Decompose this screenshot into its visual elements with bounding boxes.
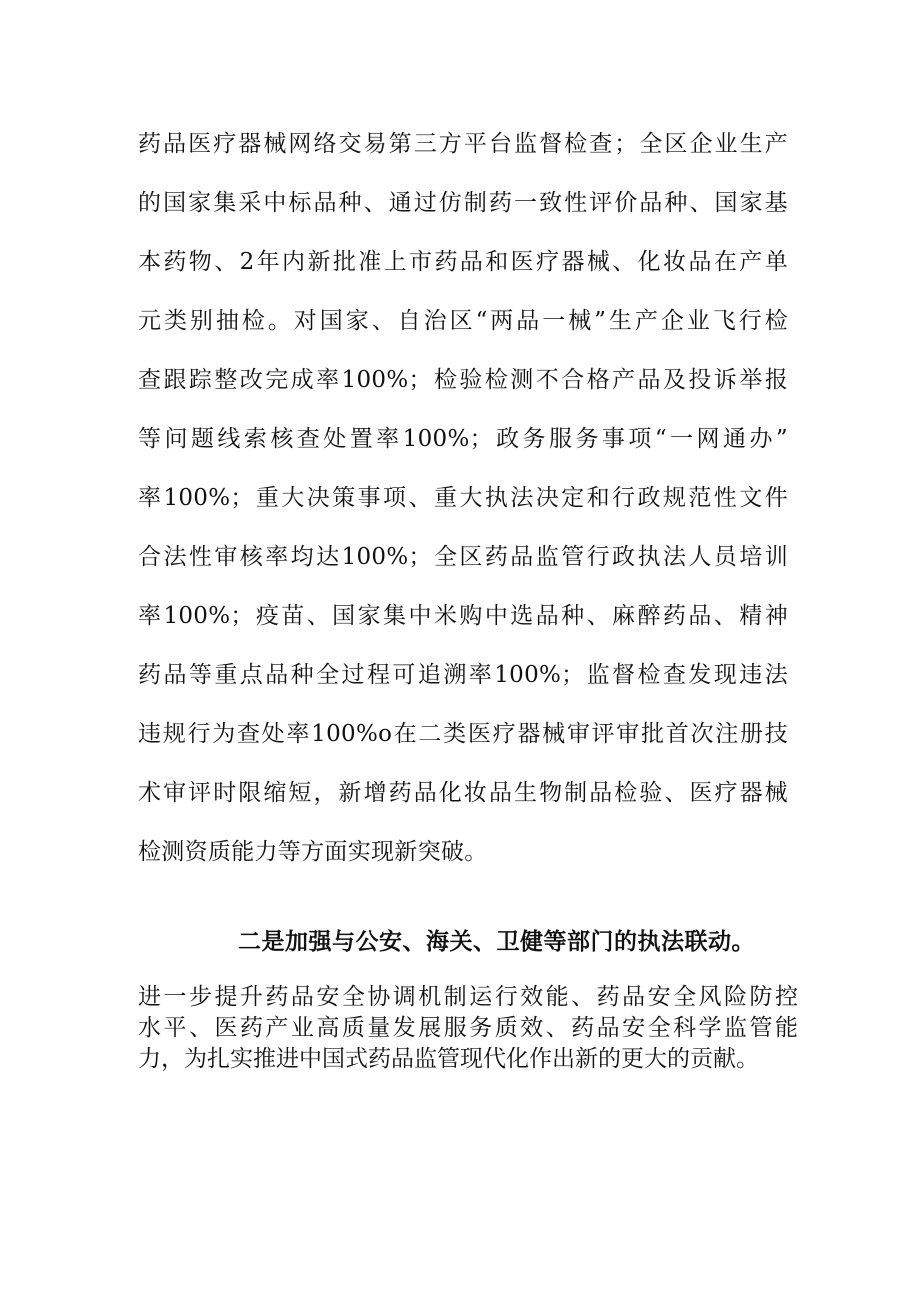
paragraph-line: 违规行为查处率100%o在二类医疗器械审评审批首次注册技 <box>138 721 788 747</box>
body-paragraph-2 <box>138 982 798 1075</box>
paragraph-line: 药品医疗器械网络交易第三方平台监督检查；全区企业生产 <box>138 131 788 157</box>
paragraph-line: 率100%；重大决策事项、重大执法决定和行政规范性文件 <box>138 485 788 511</box>
paragraph-line: 进一步提升药品安全协调机制运行效能、药品安全风险防控 <box>138 984 798 1010</box>
section-heading: 二是加强与公安、海关、卫健等部门的执法联动。 <box>238 928 755 955</box>
paragraph-line: 的国家集采中标品种、通过仿制药一致性评价品种、国家基 <box>138 190 788 216</box>
paragraph-line: 力，为扎实推进中国式药品监管现代化作出新的更大的贡献。 <box>138 1046 759 1072</box>
paragraph-line: 水平、医药产业高质量发展服务质效、药品安全科学监管能 <box>138 1015 798 1041</box>
body-paragraph-1 <box>138 122 788 889</box>
paragraph-line: 合法性审核率均达100%；全区药品监管行政执法人员培训 <box>138 544 788 570</box>
paragraph-line: 本药物、2年内新批准上市药品和医疗器械、化妆品在产单 <box>138 249 788 275</box>
paragraph-line: 率100%；疫苗、国家集中米购中选品种、麻醉药品、精神 <box>138 603 788 629</box>
paragraph-line: 检测资质能力等方面实现新突破。 <box>138 839 488 865</box>
paragraph-line: 查跟踪整改完成率100%；检验检测不合格产品及投诉举报 <box>138 367 788 393</box>
paragraph-line: 等问题线索核查处置率100%；政务服务事项“一网通办” <box>138 426 788 452</box>
paragraph-line: 术审评时限缩短，新增药品化妆品生物制品检验、医疗器械 <box>138 780 788 806</box>
paragraph-line: 药品等重点品种全过程可追溯率100%；监督检查发现违法 <box>138 662 788 688</box>
paragraph-line: 元类别抽检。对国家、自治区“两品一械”生产企业飞行检 <box>138 308 788 334</box>
